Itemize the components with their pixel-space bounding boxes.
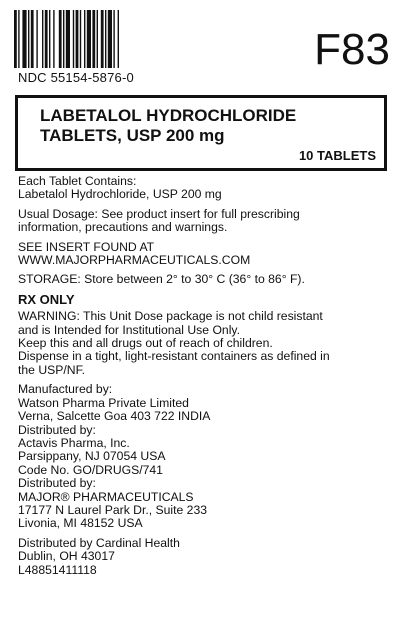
- label-line: Usual Dosage: See product insert for full prescribing: [18, 206, 300, 221]
- label-line: MAJOR® PHARMACEUTICALS: [18, 489, 194, 504]
- label-code: F83: [314, 25, 390, 74]
- label-line: Each Tablet Contains:: [18, 174, 137, 188]
- label-line: Actavis Pharma, Inc.: [18, 435, 130, 450]
- tablet-count: 10 TABLETS: [298, 148, 376, 163]
- label-line: Distributed by:: [18, 476, 96, 491]
- label-line: Code No. GO/DRUGS/741: [18, 462, 163, 477]
- label-line: WWW.MAJORPHARMACEUTICALS.COM: [18, 253, 251, 268]
- label-section: [18, 293, 406, 306]
- barcode-icon: [14, 10, 178, 68]
- label-line: Distributed by Cardinal Health: [18, 535, 180, 550]
- drug-name-line-1: LABETALOL HYDROCHLORIDE: [40, 106, 297, 125]
- label-section: [18, 175, 406, 202]
- label-line: the USP/NF.: [18, 362, 86, 377]
- label-line: Dublin, OH 43017: [18, 549, 115, 564]
- label-line: information, precautions and warnings.: [18, 220, 228, 235]
- label-line: L48851411118: [18, 562, 97, 577]
- label-text: [18, 175, 406, 583]
- drug-name: [40, 106, 360, 146]
- label-line: Livonia, MI 48152 USA: [18, 516, 143, 531]
- drug-name-box: [15, 95, 387, 171]
- label-section: [18, 208, 406, 235]
- label-line: Keep this and all drugs out of reach of children.: [18, 336, 273, 351]
- label-line: 17177 N Laurel Park Dr., Suite 233: [18, 502, 208, 517]
- label-section: [18, 310, 406, 377]
- label-line: WARNING: This Unit Dose package is not child resistant: [18, 309, 323, 324]
- label-line: Dispense in a tight, light-resistant containers as defined in: [18, 349, 330, 364]
- label-line: STORAGE: Store between 2° to 30° C (36° to 86° F).: [18, 272, 305, 287]
- label-section: [18, 273, 406, 286]
- label-section: [18, 241, 406, 268]
- label-line: Parsippany, NJ 07054 USA: [18, 449, 166, 464]
- label-line: Distributed by:: [18, 422, 96, 437]
- label-line: and is Intended for Institutional Use Only.: [18, 322, 240, 337]
- label-line: SEE INSERT FOUND AT: [18, 239, 155, 254]
- label-line: Watson Pharma Private Limited: [18, 395, 189, 410]
- drug-name-line-2: TABLETS, USP 200 mg: [40, 126, 225, 145]
- label-section: [18, 383, 406, 530]
- label-line: Verna, Salcette Goa 403 722 INDIA: [18, 409, 211, 424]
- label-line: RX ONLY: [18, 291, 75, 307]
- label-line: Manufactured by:: [18, 382, 113, 397]
- label-line: Labetalol Hydrochloride, USP 200 mg: [18, 187, 222, 202]
- ndc-number: NDC 55154-5876-0: [18, 70, 134, 85]
- label-section: [18, 537, 406, 577]
